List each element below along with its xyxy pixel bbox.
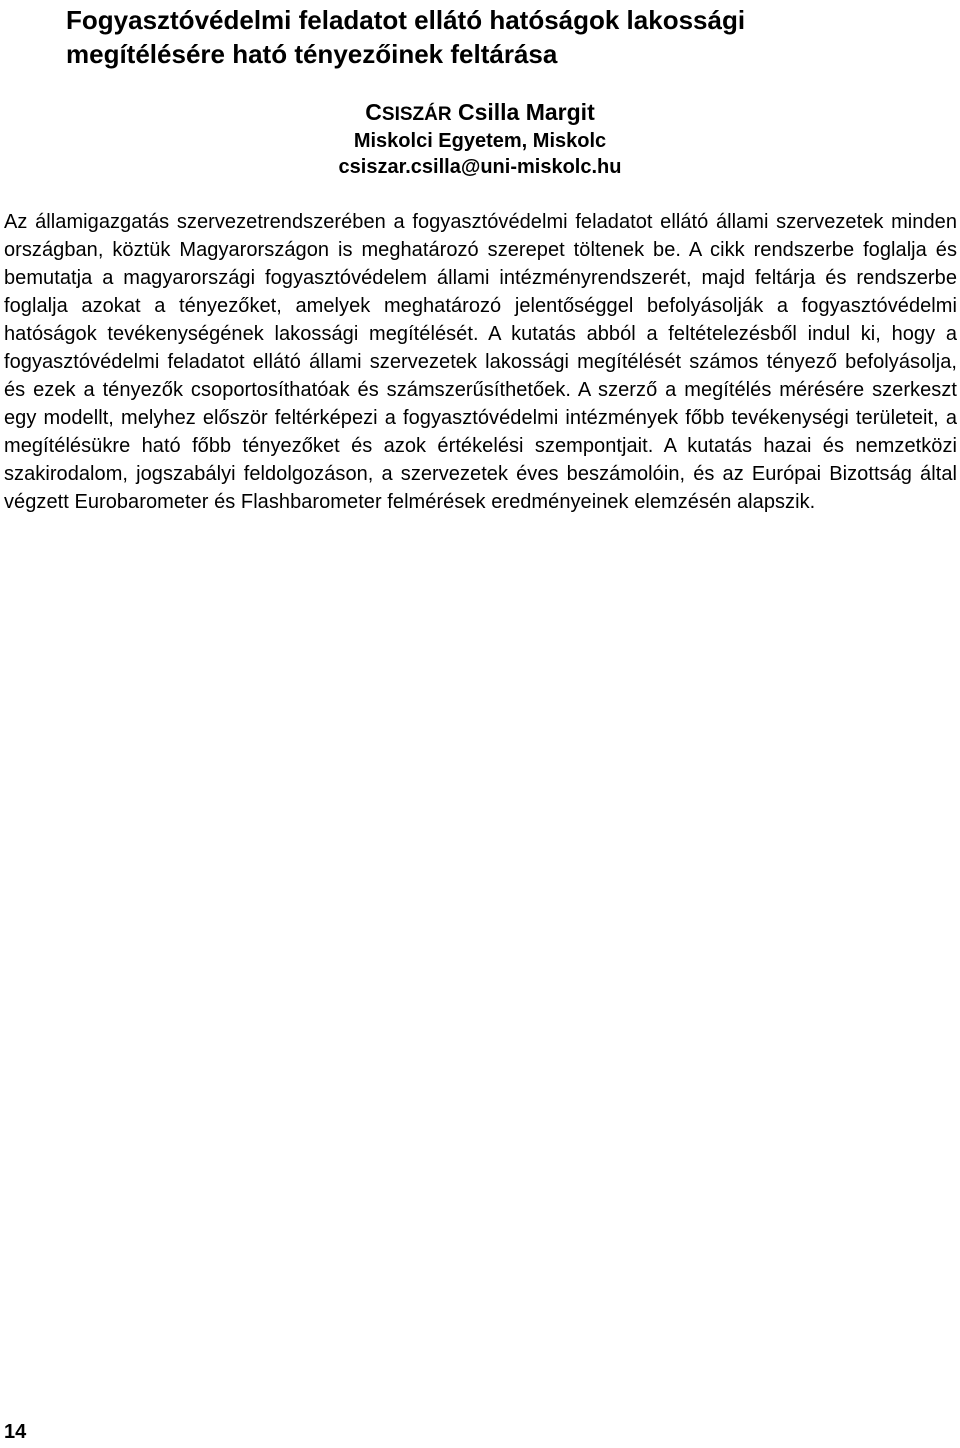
author-email: csiszar.csilla@uni-miskolc.hu (338, 156, 622, 178)
paper-title-line-1: Fogyasztóvédelmi feladatot ellátó hatóságok lakossági (66, 5, 746, 35)
paper-title-line-2: megítélésére ható tényezőinek feltárása (66, 39, 558, 69)
author-affiliation: Miskolci Egyetem, Miskolc (353, 130, 607, 152)
abstract-paragraph: Az államigazgatás szervezetrendszerében a fogyasztóvédelmi feladatot ellátó állami szervezetek minden országban, köztük Magyarországon is meghatározó szerepet töltenek be. A cikk rendszerbe foglalja és bemutatja a magyarországi fogyasztóvédelem állami intézményrendszerét, majd feltárja és rendszerbe foglalja azokat a tényezőket, amelyek meghatározó jelentőséggel befolyásolják a fogyasztóvédelmi hatóságok tevékenységének lakossági megítélését. A kutatás abból a feltételezésből indul ki, hogy a fogyasztóvédelmi feladatot ellátó állami szervezetek lakossági megítélését számos tényező befolyásolja, és ezek a tényezők csoportosíthatóak és számszerűsíthetőek. A szerző a megítélés mérésére szerkeszt egy modellt, melyhez először feltérképezi a fogyasztóvédelmi intézmények főbb tevékenységi területeit, a megítélésükre ható főbb tényezőket és azok értékelési szempontjait. A kutatás hazai és nemzetközi szakirodalom, jogszabályi feldolgozáson, a szervezetek éves beszámolóin, és az Európai Bizottság által végzett Eurobarometer és Flashbarometer felmérések eredményeinek elemzésén alapszik. (4, 211, 957, 513)
paper-title (66, 3, 906, 71)
author-block (0, 99, 960, 180)
author-surname-initial: C (365, 99, 382, 125)
author-name (0, 99, 960, 128)
page-number: 14 (4, 1421, 27, 1443)
author-given-name: Csilla Margit (451, 99, 595, 125)
author-surname-smallcaps: SISZÁR (381, 104, 452, 125)
